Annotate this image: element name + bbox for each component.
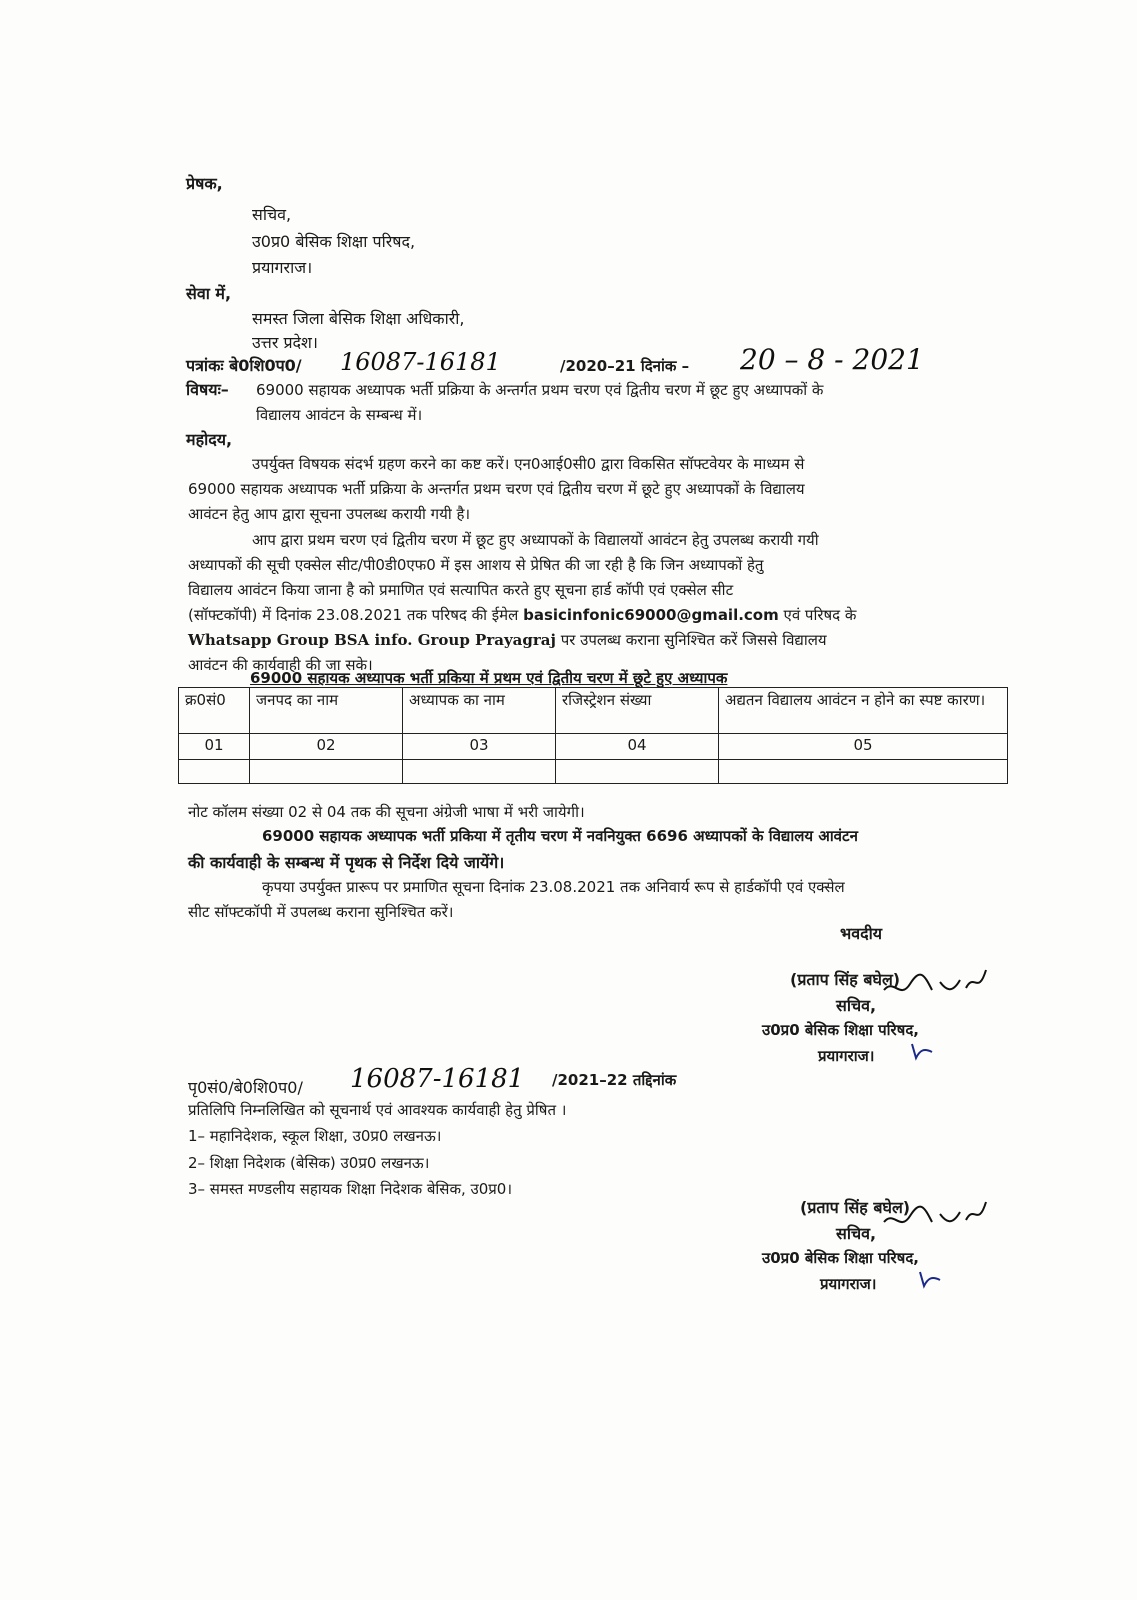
para2-line xyxy=(188,605,856,625)
para2-line: आप द्वारा प्रथम चरण एवं द्वितीय चरण में छूट हुए अध्यापकों के विद्यालयों आवंटन हेतु उपलब्ध करायी गयी xyxy=(252,531,819,549)
sender-label: प्रेषक, xyxy=(186,174,223,193)
subject-line: विद्यालय आवंटन के सम्बन्ध में। xyxy=(256,406,423,424)
endorsement-item: 2– शिक्षा निदेशक (बेसिक) उ0प्र0 लखनऊ। xyxy=(188,1154,430,1172)
signatory-designation: सचिव, xyxy=(836,996,877,1015)
teachers-table xyxy=(178,687,1008,784)
para1-line: आवंटन हेतु आप द्वारा सूचना उपलब्ध करायी गयी है। xyxy=(188,505,471,523)
para2-line: विद्यालय आवंटन किया जाना है को प्रमाणित एवं सत्यापित करते हुए सूचना हार्ड कॉपी एवं एक्सेल सीट xyxy=(188,581,734,599)
reference-date: 20 – 8 - 2021 xyxy=(740,343,924,376)
table-caption: 69000 सहायक अध्यापक भर्ती प्रकिया में प्रथम एवं द्वितीय चरण में छूटे हुए अध्यापक xyxy=(250,669,728,687)
para1-line: 69000 सहायक अध्यापक भर्ती प्रक्रिया के अन्तर्गत प्रथम चरण एवं द्वितीय चरण में छूटे हुए अध्यापकों के विद्यालय xyxy=(188,480,805,498)
endorsement-label: पृ0सं0/बे0शि0प0/ xyxy=(188,1078,303,1097)
endorsement-intro: प्रतिलिपि निम्नलिखित को सूचनार्थ एवं आवश्यक कार्यवाही हेतु प्रेषित । xyxy=(188,1101,567,1119)
signatory-org: उ0प्र0 बेसिक शिक्षा परिषद, xyxy=(762,1249,920,1267)
para3-line: 69000 सहायक अध्यापक भर्ती प्रकिया में तृतीय चरण में नवनियुक्त 6696 अध्यापकों के विद्यालय आवंटन xyxy=(262,827,858,845)
table-empty-cell xyxy=(179,760,250,784)
para4-line: सीट सॉफ्टकॉपी में उपलब्ध कराना सुनिश्चित करें। xyxy=(188,903,454,921)
table-header-row xyxy=(179,688,1008,734)
handwritten-signature-icon xyxy=(880,1192,990,1238)
signatory-designation: सचिव, xyxy=(836,1224,877,1243)
reference-number: 16087-16181 xyxy=(340,348,501,376)
endorsement-number: 16087-16181 xyxy=(350,1064,525,1094)
handwritten-signature-icon xyxy=(880,960,990,1006)
table-number-row xyxy=(179,734,1008,760)
endorsement-item: 1– महानिदेशक, स्कूल शिक्षा, उ0प्र0 लखनऊ। xyxy=(188,1127,442,1145)
table-header-cell: अध्यापक का नाम xyxy=(403,688,556,734)
table-header-cell: जनपद का नाम xyxy=(250,688,403,734)
reference-year: /2020–21 दिनांक – xyxy=(560,357,690,375)
table-number-cell: 04 xyxy=(556,734,719,760)
signatory-org: उ0प्र0 बेसिक शिक्षा परिषद, xyxy=(762,1021,920,1039)
signatory-city: प्रयागराज। xyxy=(820,1275,877,1293)
closing: भवदीय xyxy=(840,924,883,943)
salutation: महोदय, xyxy=(186,430,233,449)
table-number-cell: 02 xyxy=(250,734,403,760)
table-number-cell: 03 xyxy=(403,734,556,760)
endorsement-year: /2021–22 तद्दिनांक xyxy=(552,1071,677,1089)
para2-line xyxy=(188,630,827,650)
para2-line: आवंटन की कार्यवाही की जा सके। xyxy=(188,656,373,674)
email-address: basicinfonic69000@gmail.com xyxy=(523,606,779,624)
table-header-cell: क्र0सं0 xyxy=(179,688,250,734)
para2-text: पर उपलब्ध कराना सुनिश्चित करें जिससे विद्यालय xyxy=(560,631,827,649)
signatory-city: प्रयागराज। xyxy=(818,1047,875,1065)
signatory-name: (प्रताप सिंह बघेल) xyxy=(790,970,901,989)
para2-text: (सॉफ्टकॉपी) में दिनांक 23.08.2021 तक परिषद की ईमेल xyxy=(188,606,519,624)
table-header-cell: अद्यतन विद्यालय आवंटन न होने का स्पष्ट कारण। xyxy=(719,688,1008,734)
reference-label: पत्रांकः बे0शि0प0/ xyxy=(186,356,302,375)
table-number-cell: 05 xyxy=(719,734,1008,760)
endorsement-item: 3– समस्त मण्डलीय सहायक शिक्षा निदेशक बेसिक, उ0प्र0। xyxy=(188,1180,513,1198)
initials-icon xyxy=(916,1268,944,1290)
table-number-cell: 01 xyxy=(179,734,250,760)
initials-icon xyxy=(908,1040,936,1062)
table-empty-cell xyxy=(250,760,403,784)
para2-line: अध्यापकों की सूची एक्सेल सीट/पी0डी0एफ0 में इस आशय से प्रेषित की जा रही है कि जिन अध्यापकों हेतु xyxy=(188,556,764,574)
para4-line: कृपया उपर्युक्त प्रारूप पर प्रमाणित सूचना दिनांक 23.08.2021 तक अनिवार्य रूप से हार्डकॉपी एवं एक्सेल xyxy=(262,878,845,896)
sender-line: प्रयागराज। xyxy=(252,258,313,277)
subject-line: 69000 सहायक अध्यापक भर्ती प्रक्रिया के अन्तर्गत प्रथम चरण एवं द्वितीय चरण में छूट हुए अध्यापकों के xyxy=(256,381,824,399)
para3-line: की कार्यवाही के सम्बन्ध में पृथक से निर्देश दिये जायेंगे। xyxy=(188,853,505,872)
table-empty-cell xyxy=(719,760,1008,784)
sender-line: उ0प्र0 बेसिक शिक्षा परिषद, xyxy=(252,232,416,251)
recipient-line: समस्त जिला बेसिक शिक्षा अधिकारी, xyxy=(252,309,465,328)
para2-text: एवं परिषद के xyxy=(783,606,857,624)
sender-line: सचिव, xyxy=(252,205,292,224)
table-note: नोट कॉलम संख्या 02 से 04 तक की सूचना अंग्रेजी भाषा में भरी जायेगी। xyxy=(188,803,585,821)
whatsapp-group-name: Whatsapp Group BSA info. Group Prayagraj xyxy=(188,631,556,649)
table-empty-cell xyxy=(556,760,719,784)
recipient-label: सेवा में, xyxy=(186,284,232,303)
table-empty-cell xyxy=(403,760,556,784)
table-header-cell: रजिस्ट्रेशन संख्या xyxy=(556,688,719,734)
para1-line: उपर्युक्त विषयक संदर्भ ग्रहण करने का कष्ट करें। एन0आई0सी0 द्वारा विकसित सॉफ्टवेयर के माध्यम से xyxy=(252,455,805,473)
table-empty-row xyxy=(179,760,1008,784)
signatory-name: (प्रताप सिंह बघेल) xyxy=(800,1198,911,1217)
recipient-line: उत्तर प्रदेश। xyxy=(252,333,318,352)
subject-label: विषयः– xyxy=(186,380,229,399)
